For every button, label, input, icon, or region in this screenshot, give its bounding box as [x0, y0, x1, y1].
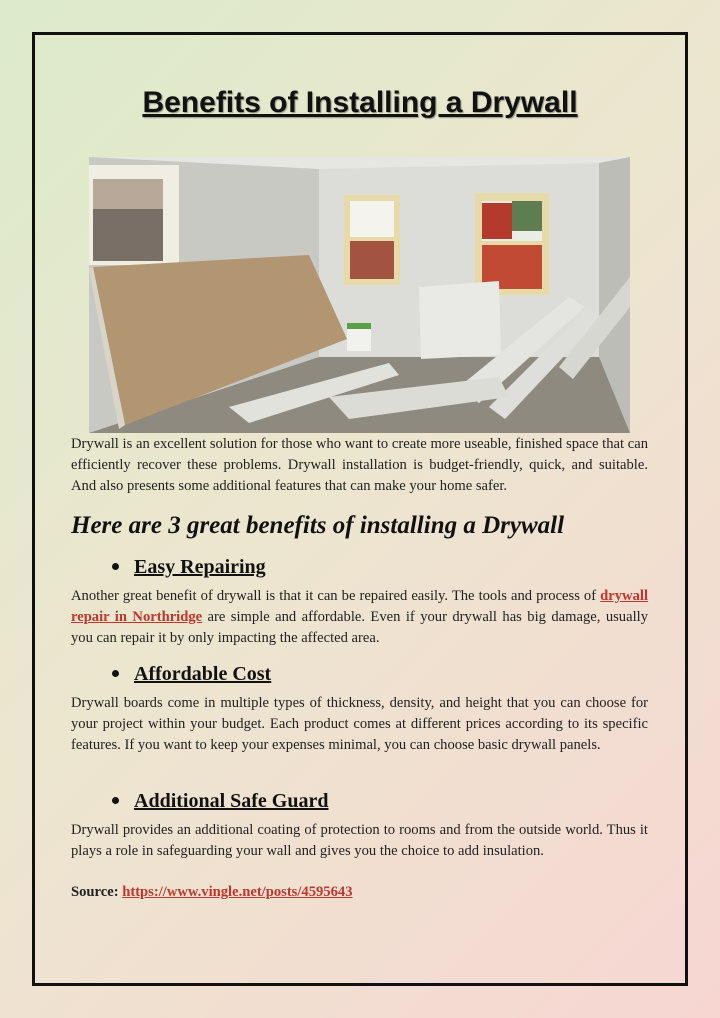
source-line — [71, 884, 353, 901]
benefit-title: Easy Repairing — [134, 556, 266, 578]
page-title: Benefits of Installing a Drywall — [142, 86, 578, 119]
intro-paragraph: Drywall is an excellent solution for those who want to create more useable, finished space that can efficiently recover these problems. Drywall installation is budget-friendly, quick, and suitable. And also presents some additional features that can make your home safer. — [71, 436, 648, 494]
benefit-text: Another great benefit of drywall is that it can be repaired easily. The tools and process of — [71, 588, 601, 604]
benefit-paragraph-safe-guard: Drywall provides an additional coating of protection to rooms and from the outside world. Thus it plays a role in safeguarding your wall and gives you the choice to add insulation. — [71, 822, 648, 859]
benefit-text: are simple and affordable. Even if your drywall has big damage, usually you can repair it by only impacting the affected area. — [71, 609, 648, 646]
benefit-title: Additional Safe Guard — [134, 790, 329, 812]
bullet-icon — [112, 563, 119, 570]
drywall-repair-link[interactable]: drywall repair in Northridge — [71, 588, 648, 625]
section-heading: Here are 3 great benefits of installing a Drywall — [71, 512, 565, 539]
bullet-icon — [112, 670, 119, 677]
source-label: Source: — [71, 884, 119, 900]
drywall-room-photo — [89, 157, 630, 433]
source-link[interactable]: https://www.vingle.net/posts/4595643 — [122, 884, 353, 900]
benefit-heading-easy-repairing — [112, 556, 266, 579]
benefit-heading-safe-guard — [112, 790, 328, 813]
benefit-heading-affordable-cost — [112, 663, 271, 686]
benefit-title: Affordable Cost — [134, 663, 272, 685]
benefit-paragraph-easy-repairing — [71, 586, 648, 649]
benefit-paragraph-affordable-cost: Drywall boards come in multiple types of thickness, density, and height that you can choose for your project within your budget. Each product comes at different prices according to its specific features. If you want to keep your expenses minimal, you can choose basic drywall panels. — [71, 695, 648, 753]
bullet-icon — [112, 797, 119, 804]
